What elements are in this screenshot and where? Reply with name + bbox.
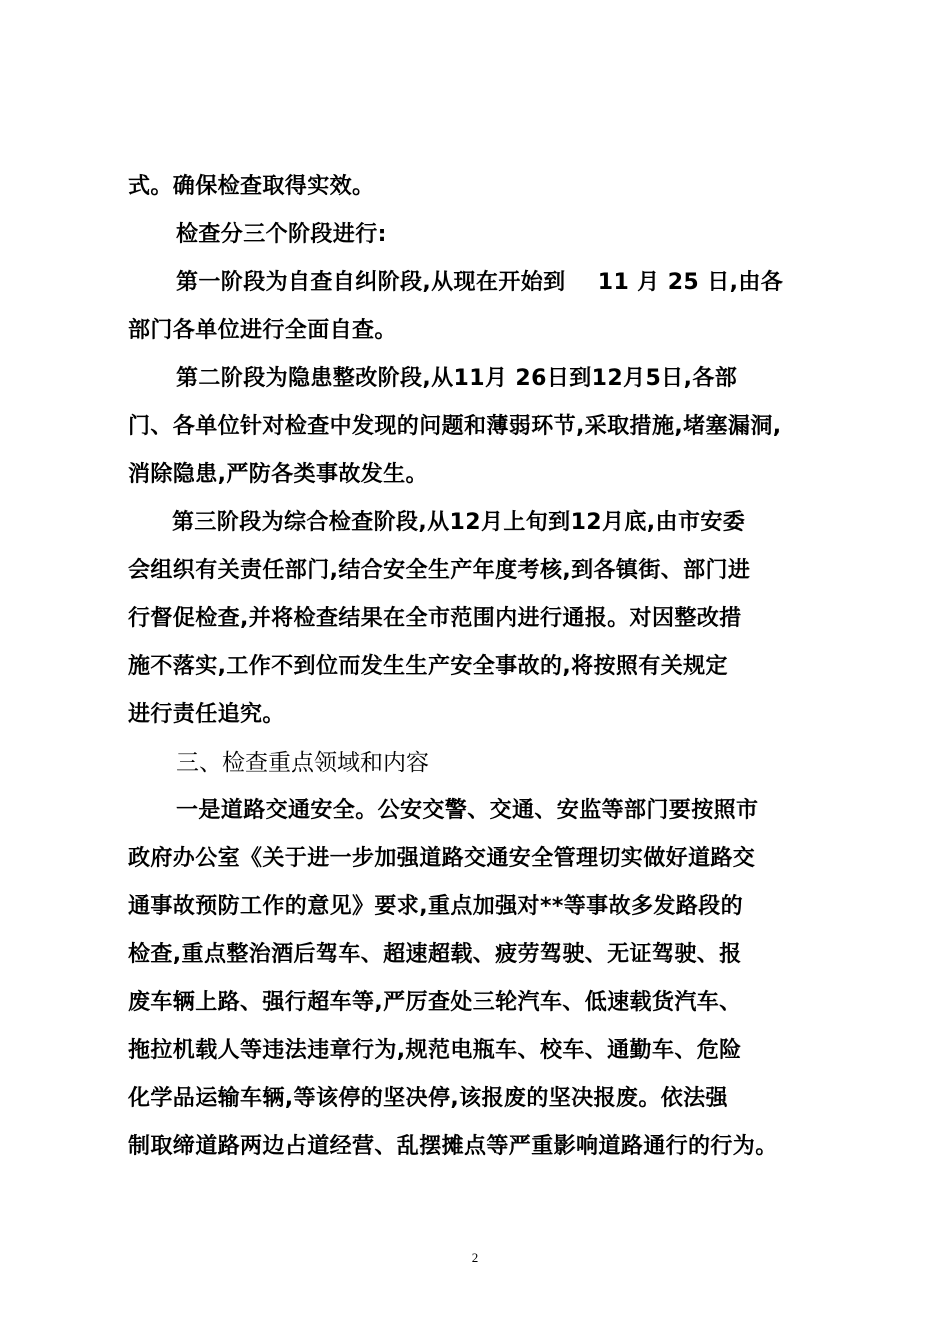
- text-line: 检查,重点整治酒后驾车、超速超载、疲劳驾驶、无证驾驶、报: [128, 942, 742, 967]
- text-line: 政府办公室《关于进一步加强道路交通安全管理切实做好道路交: [128, 846, 756, 871]
- text-line: 第三阶段为综合检查阶段,从12月上旬到12月底,由市安委: [172, 510, 746, 535]
- text-line: 化学品运输车辆,等该停的坚决停,该报废的坚决报废。依法强: [128, 1086, 728, 1111]
- text-line: 第一阶段为自查自纠阶段,从现在开始到 11 月 25 日,由各: [176, 270, 784, 295]
- text-line: 检查分三个阶段进行:: [176, 222, 387, 247]
- text-line: 会组织有关责任部门,结合安全生产年度考核,到各镇街、部门进: [128, 558, 751, 583]
- text-line: 一是道路交通安全。公安交警、交通、安监等部门要按照市: [176, 798, 759, 823]
- text-line: 部门各单位进行全面自查。: [128, 318, 397, 343]
- section-heading: 三、检查重点领域和内容: [176, 750, 429, 776]
- text-line: 拖拉机载人等违法违章行为,规范电瓶车、校车、通勤车、危险: [128, 1038, 742, 1063]
- text-line: 门、各单位针对检查中发现的问题和薄弱环节,采取措施,堵塞漏洞,: [128, 414, 782, 439]
- page-number: 2: [471, 1250, 479, 1265]
- text-line: 第二阶段为隐患整改阶段,从11月 26日到12月5日,各部: [176, 366, 738, 391]
- text-line: 通事故预防工作的意见》要求,重点加强对**等事故多发路段的: [128, 894, 743, 919]
- text-line: 废车辆上路、强行超车等,严厉查处三轮汽车、低速载货汽车、: [128, 990, 742, 1015]
- text-line: 制取缔道路两边占道经营、乱摆摊点等严重影响道路通行的行为。: [128, 1134, 778, 1159]
- text-line: 消除隐患,严防各类事故发生。: [128, 462, 428, 487]
- text-line: 施不落实,工作不到位而发生生产安全事故的,将按照有关规定: [128, 654, 728, 679]
- text-line: 进行责任追究。: [128, 702, 285, 727]
- document-body: [128, 163, 850, 1171]
- text-line: 式。确保检查取得实效。: [128, 174, 375, 199]
- text-line: 行督促检查,并将检查结果在全市范围内进行通报。对因整改措: [128, 606, 742, 631]
